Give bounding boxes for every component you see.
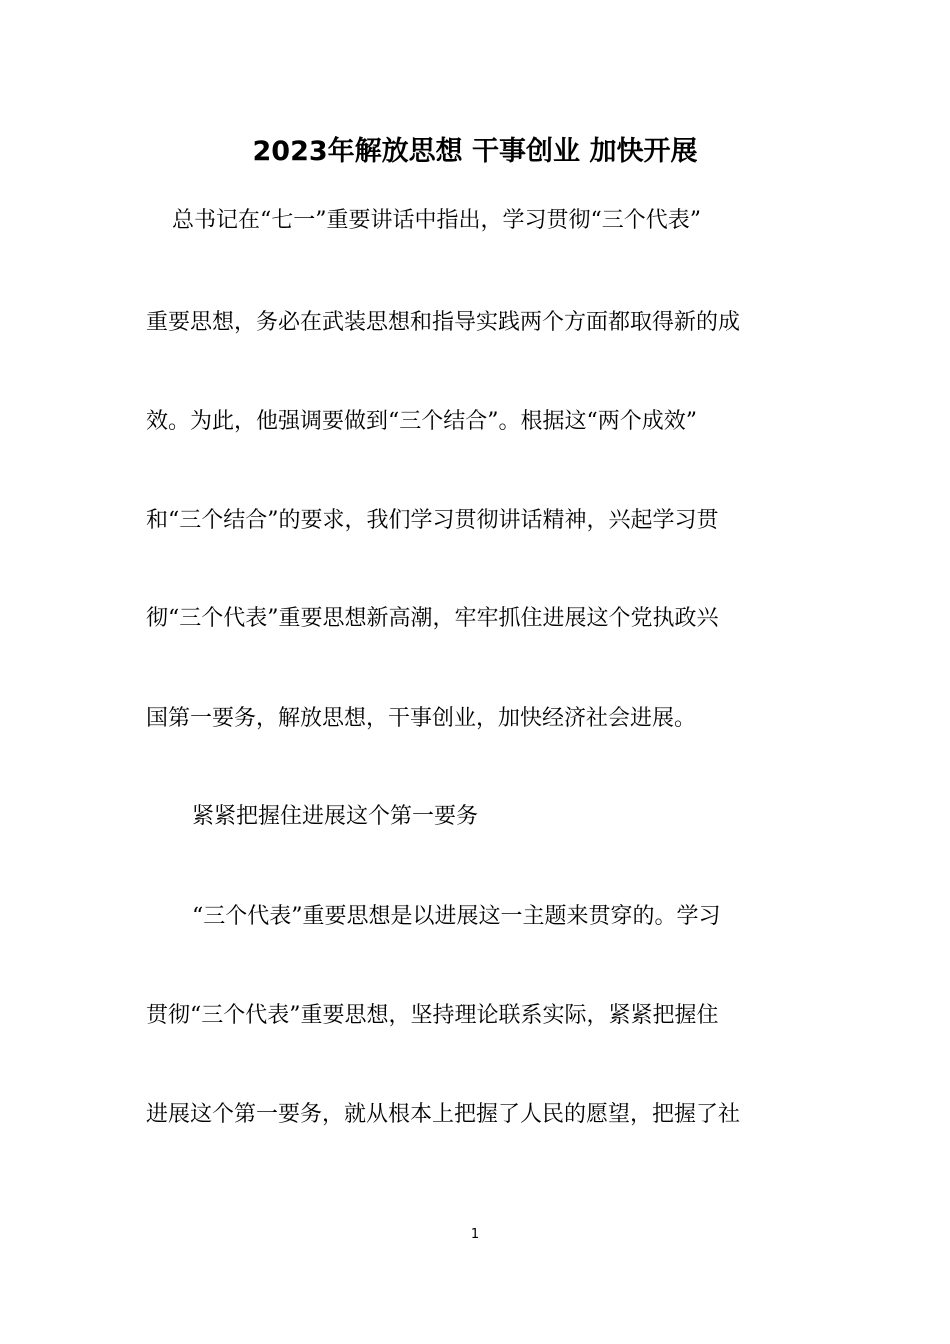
paragraph-line: 总书记在“七一”重要讲话中指出，学习贯彻“三个代表” [172, 208, 701, 233]
section-heading: 紧紧把握住进展这个第一要务 [192, 804, 479, 829]
paragraph-line: 国第一要务，解放思想，干事创业，加快经济社会进展。 [146, 706, 697, 731]
paragraph-line: 效。为此，他强调要做到“三个结合”。根据这“两个成效” [146, 409, 697, 434]
paragraph-line: 重要思想，务必在武装思想和指导实践两个方面都取得新的成 [146, 310, 741, 335]
paragraph-line: 彻“三个代表”重要思想新高潮，牢牢抓住进展这个党执政兴 [146, 606, 719, 631]
paragraph-line: 贯彻“三个代表”重要思想，坚持理论联系实际，紧紧把握住 [146, 1003, 719, 1028]
paragraph-line: 和“三个结合”的要求，我们学习贯彻讲话精神，兴起学习贯 [146, 508, 719, 533]
paragraph-line: “三个代表”重要思想是以进展这一主题来贯穿的。学习 [192, 904, 721, 929]
page-number: 1 [470, 1227, 480, 1242]
paragraph-line: 进展这个第一要务，就从根本上把握了人民的愿望，把握了社 [146, 1102, 741, 1127]
document-title: 2023年解放思想 干事创业 加快开展 [252, 136, 698, 167]
